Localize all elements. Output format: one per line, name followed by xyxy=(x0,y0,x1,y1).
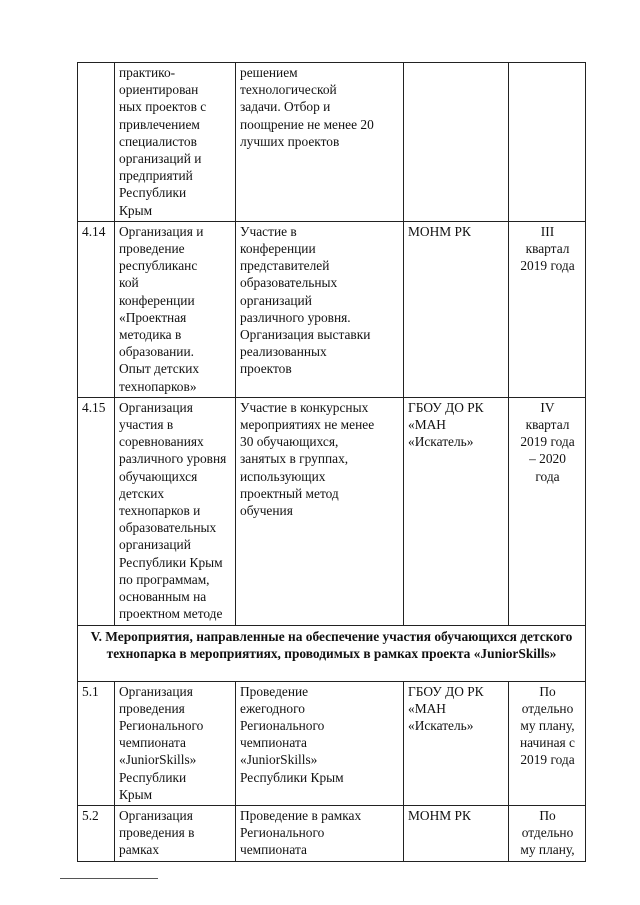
row-number xyxy=(78,63,115,222)
deadline-cell: III квартал 2019 года xyxy=(509,221,586,397)
responsible-cell xyxy=(404,63,509,222)
event-name-cell: Организация и проведение республиканс кой конференции «Проектная методика в образовании. Опыт детских технопарков» xyxy=(115,221,236,397)
event-content-cell: решением технологической задачи. Отбор и поощрение не менее 20 лучших проектов xyxy=(236,63,404,222)
measures-table xyxy=(77,62,586,862)
row-number: 4.15 xyxy=(78,397,115,625)
event-content-cell: Участие в конференции представителей образовательных организаций различного уровня. Организация выставки реализованных проектов xyxy=(236,221,404,397)
deadline-cell: IV квартал 2019 года – 2020 года xyxy=(509,397,586,625)
responsible-cell: ГБОУ ДО РК «МАН «Искатель» xyxy=(404,397,509,625)
table-row xyxy=(78,805,586,861)
event-name-cell: Организация проведения Регионального чемпионата «JuniorSkills» Республики Крым xyxy=(115,681,236,805)
event-name-cell: Организация проведения в рамках xyxy=(115,805,236,861)
responsible-cell: ГБОУ ДО РК «МАН «Искатель» xyxy=(404,681,509,805)
row-number: 4.14 xyxy=(78,221,115,397)
section-title: V. Мероприятия, направленные на обеспечение участия обучающихся детского технопарка в мероприятиях, проводимых в рамках проекта «JuniorSkills» xyxy=(78,625,586,681)
event-name-cell: Организация участия в соревнованиях различного уровня обучающихся детских технопарков и образовательных организаций Республики Крым по программам, основанным на проектном методе xyxy=(115,397,236,625)
section-header-row xyxy=(78,625,586,681)
row-number: 5.2 xyxy=(78,805,115,861)
footnote-divider xyxy=(60,878,158,879)
deadline-cell: По отдельно му плану, начиная с 2019 года xyxy=(509,681,586,805)
event-content-cell: Участие в конкурсных мероприятиях не менее 30 обучающихся, занятых в группах, использующих проектный метод обучения xyxy=(236,397,404,625)
event-content-cell: Проведение ежегодного Регионального чемпионата «JuniorSkills» Республики Крым xyxy=(236,681,404,805)
event-content-cell: Проведение в рамках Регионального чемпионата xyxy=(236,805,404,861)
table-row xyxy=(78,397,586,625)
event-name-cell: практико- ориентирован ных проектов с привлечением специалистов организаций и предприятий Республики Крым xyxy=(115,63,236,222)
row-number: 5.1 xyxy=(78,681,115,805)
table-row xyxy=(78,681,586,805)
responsible-cell: МОНМ РК xyxy=(404,805,509,861)
responsible-cell: МОНМ РК xyxy=(404,221,509,397)
table-row xyxy=(78,221,586,397)
deadline-cell xyxy=(509,63,586,222)
deadline-cell: По отдельно му плану, xyxy=(509,805,586,861)
table-row xyxy=(78,63,586,222)
